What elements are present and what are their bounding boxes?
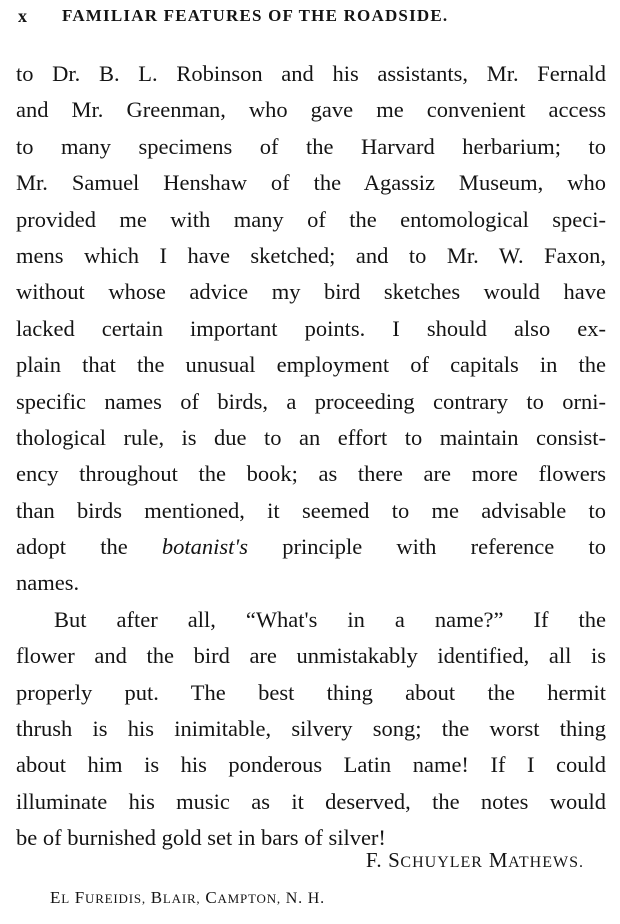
text-line bbox=[16, 529, 606, 565]
text-line: properly put. The best thing about the hermit bbox=[16, 679, 606, 705]
place-cap: C bbox=[205, 888, 218, 907]
running-head bbox=[18, 6, 606, 32]
text-line: But after all, “What's in a name?” If the bbox=[54, 606, 606, 632]
place-smallcaps: UREIDIS, bbox=[85, 891, 146, 906]
text-fragment: adopt the bbox=[16, 534, 128, 560]
place-cap: F bbox=[74, 888, 86, 907]
place-smallcaps: AMPTON, bbox=[217, 891, 281, 906]
text-line: be of burnished gold set in bars of silver! bbox=[16, 825, 386, 851]
place-state: N. H. bbox=[285, 890, 325, 907]
text-line: flower and the bird are unmistakably identified, all is bbox=[16, 643, 606, 669]
text-line: plain that the unusual employment of capitals in the bbox=[16, 352, 606, 378]
text-line: without whose advice my bird sketches would have bbox=[16, 279, 606, 305]
place-smallcaps: LAIR, bbox=[162, 891, 201, 906]
running-title: FAMILIAR FEATURES OF THE ROADSIDE. bbox=[62, 6, 449, 25]
place-dateline bbox=[50, 888, 325, 908]
text-line: thrush is his inimitable, silvery song; the worst thing bbox=[16, 716, 606, 742]
place-cap: E bbox=[50, 888, 62, 907]
text-line: than birds mentioned, it seemed to me advisable to bbox=[16, 497, 606, 523]
text-line: mens which I have sketched; and to Mr. W. Faxon, bbox=[16, 242, 606, 268]
signature-initial: F. bbox=[365, 848, 383, 872]
text-line: names. bbox=[16, 570, 80, 596]
page-number: x bbox=[18, 6, 27, 26]
text-line: illuminate his music as it deserved, the notes would bbox=[16, 788, 606, 814]
signature-smallcaps: ATHEWS. bbox=[508, 854, 584, 871]
italic-term: botanist's bbox=[161, 534, 248, 560]
text-line: specific names of birds, a proceeding contrary to orni- bbox=[16, 388, 606, 414]
signature-cap: S bbox=[388, 848, 401, 872]
place-smallcaps: L bbox=[61, 891, 70, 906]
text-line: ency throughout the book; as there are more flowers bbox=[16, 461, 606, 487]
text-line: to many specimens of the Harvard herbarium; to bbox=[16, 133, 606, 159]
text-line: and Mr. Greenman, who gave me convenient access bbox=[16, 97, 606, 123]
text-line: Mr. Samuel Henshaw of the Agassiz Museum, who bbox=[16, 170, 606, 196]
text-line: thological rule, is due to an effort to maintain consist- bbox=[16, 424, 606, 450]
text-line: to Dr. B. L. Robinson and his assistants, Mr. Fernald bbox=[16, 61, 606, 86]
author-signature bbox=[366, 848, 584, 873]
text-line: about him is his ponderous Latin name! If I could bbox=[16, 752, 606, 778]
text-fragment: principle with reference to bbox=[282, 534, 606, 560]
signature-smallcaps: CHUYLER bbox=[400, 854, 483, 871]
signature-cap: M bbox=[488, 848, 509, 872]
place-cap: B bbox=[150, 888, 163, 907]
text-line: lacked certain important points. I should also ex- bbox=[16, 315, 606, 341]
body-text bbox=[16, 56, 606, 857]
text-line: provided me with many of the entomological speci- bbox=[16, 206, 606, 232]
